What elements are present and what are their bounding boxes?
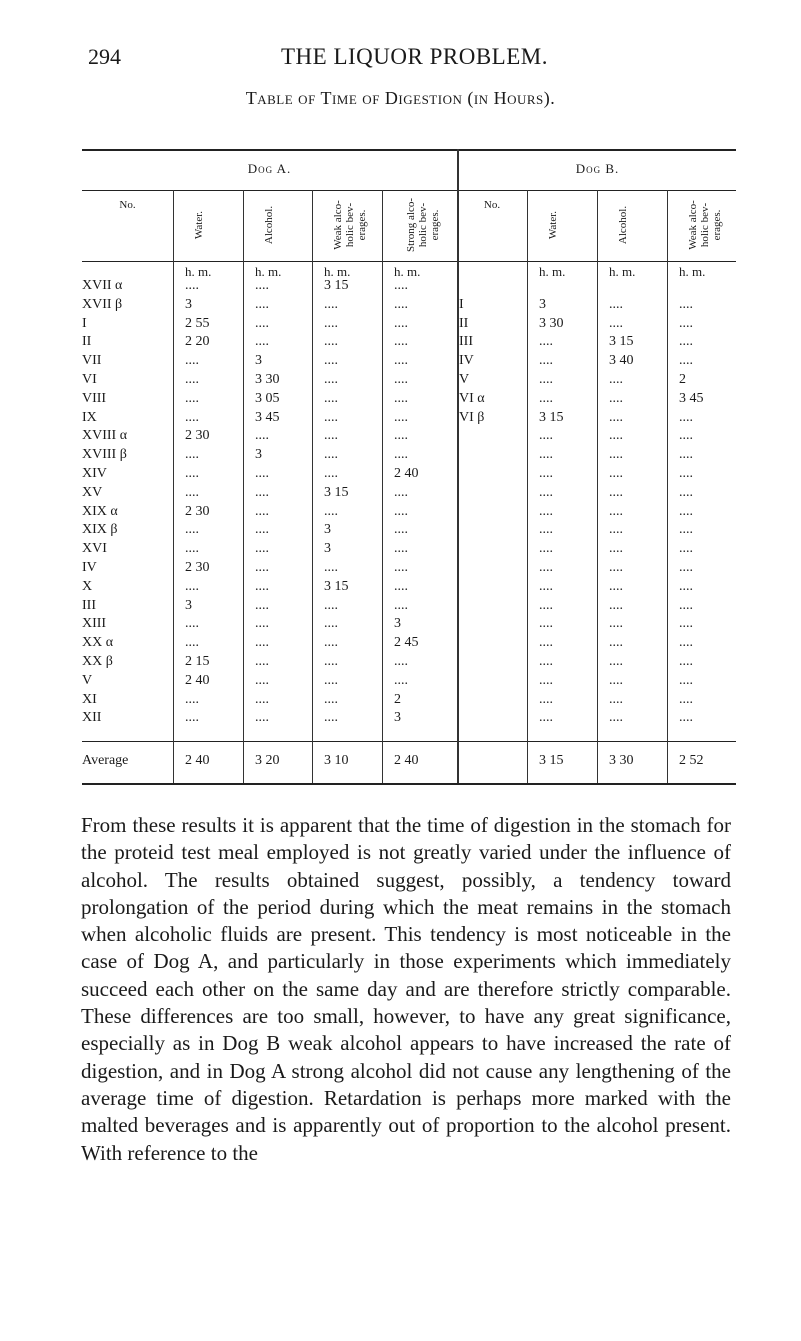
dog-b-average: 3 30 — [609, 753, 634, 768]
dog-a-cell: .... — [394, 597, 408, 613]
dog-b-cell: .... — [609, 710, 623, 726]
column-rule — [382, 190, 383, 783]
dog-a-cell: .... — [255, 616, 269, 632]
dog-a-cell: .... — [394, 503, 408, 519]
dog-a-cell: .... — [324, 597, 338, 613]
dog-b-cell: .... — [539, 503, 553, 519]
dog-a-cell: .... — [324, 654, 338, 669]
digestion-table — [82, 149, 736, 784]
dog-a-row-label: I — [82, 315, 87, 331]
dog-a-row-label: XVI — [82, 541, 107, 557]
dog-a-cell: 2 15 — [185, 654, 210, 669]
dog-b-row-label: III — [459, 334, 473, 350]
dog-a-row-label: XII — [82, 710, 102, 726]
dog-a-cell: .... — [324, 296, 338, 312]
dog-b-cell: .... — [609, 428, 623, 444]
dog-a-cell: .... — [185, 522, 199, 538]
page-number: 294 — [88, 44, 121, 69]
dog-a-cell: .... — [185, 578, 199, 594]
dog-a-cell: .... — [394, 334, 408, 350]
dog-b-cell: .... — [609, 635, 623, 651]
dog-b-cell: .... — [609, 560, 623, 575]
dog-a-row-label: XVIII β — [82, 447, 127, 463]
dog-b-average: 3 15 — [539, 753, 564, 768]
dog-a-cell: .... — [394, 296, 408, 312]
column-rule — [312, 190, 313, 783]
dog-a-row-label: IX — [82, 409, 97, 425]
group-divider-rule — [457, 149, 459, 783]
dog-a-header: Alcohol. — [262, 205, 275, 245]
dog-b-cell: .... — [679, 616, 693, 632]
dog-a-cell: .... — [255, 578, 269, 594]
dog-a-cell: .... — [185, 541, 199, 557]
dog-a-average: 3 20 — [255, 753, 280, 768]
dog-a-cell: .... — [185, 372, 199, 387]
dog-a-cell: .... — [255, 635, 269, 651]
unit-label: h. m. — [609, 264, 636, 279]
dog-a-cell: .... — [255, 484, 269, 500]
dog-a-cell: .... — [185, 466, 199, 481]
dog-a-row-label: XI — [82, 691, 97, 707]
column-rule — [173, 190, 174, 783]
dog-a-row-label: IV — [82, 560, 97, 575]
dog-b-cell: .... — [609, 296, 623, 312]
dog-b-header-no: No. — [483, 199, 501, 211]
dog-b-cell: .... — [679, 635, 693, 651]
dog-b-cell: .... — [609, 654, 623, 669]
dog-b-row-label: V — [459, 372, 470, 387]
unit-label: h. m. — [185, 264, 212, 279]
dog-b-cell: .... — [679, 672, 693, 688]
dog-b-cell: .... — [539, 710, 553, 726]
dog-a-cell: .... — [394, 428, 408, 444]
dog-a-row-label: VII — [82, 353, 102, 369]
dog-a-cell: .... — [185, 710, 199, 726]
dog-a-cell: .... — [255, 278, 269, 293]
dog-a-cell: 2 30 — [185, 503, 210, 519]
dog-a-cell: 3 15 — [324, 578, 349, 594]
dog-a-cell: .... — [255, 466, 269, 481]
dog-a-row-label: XIV — [82, 466, 107, 481]
dog-a-cell: 2 — [394, 691, 401, 707]
dog-a-cell: .... — [324, 635, 338, 651]
dog-b-cell: .... — [609, 466, 623, 481]
dog-a-row-label: VI — [82, 372, 97, 387]
dog-a-cell: .... — [394, 672, 408, 688]
dog-a-cell: 3 30 — [255, 372, 280, 387]
dog-a-cell: .... — [394, 578, 408, 594]
dog-b-cell: .... — [539, 522, 553, 538]
running-head — [88, 44, 741, 74]
dog-b-cell: .... — [679, 578, 693, 594]
unit-label: h. m. — [324, 264, 351, 279]
dog-a-cell: .... — [255, 334, 269, 350]
dog-b-cell: .... — [679, 597, 693, 613]
dog-b-cell: .... — [679, 409, 693, 425]
dog-a-cell: .... — [185, 409, 199, 425]
table-top-rule — [82, 149, 736, 151]
dog-a-cell: .... — [185, 447, 199, 463]
dog-a-cell: .... — [255, 560, 269, 575]
dog-a-header: Water. — [193, 210, 205, 240]
dog-a-average: 3 10 — [324, 753, 349, 768]
dog-a-row-label: V — [82, 672, 93, 688]
dog-b-row-label: IV — [459, 353, 474, 369]
dog-b-header: Water. — [547, 210, 559, 240]
dog-b-cell: .... — [679, 484, 693, 500]
body-paragraph: From these results it is apparent that the time of digestion in the stomach for the proteid test meal employed is not greatly varied under the influence of alcohol. The results obtained suggest, possibly, a tendency toward prolongation of the period during which the meat remains in the stomach when alcoholic fluids are present. This tendency is most noticeable in the case of Dog A, and particularly in those experiments which immediately succeed each other on the same day and are therefore strictly comparable. These differences are too small, however, to have any great significance, especially as in Dog B weak alcohol appears to have increased the rate of digestion, and in Dog A strong alcohol did not cause any lengthening of the average time of digestion. Retardation is perhaps more marked with the malted beverages and is apparently out of proportion to the alcohol present. With reference to the — [81, 813, 731, 1165]
dog-a-cell: 3 — [324, 541, 331, 557]
dog-a-cell: .... — [255, 503, 269, 519]
dog-a-cell: .... — [185, 635, 199, 651]
dog-a-row-label: XIX α — [82, 503, 118, 519]
dog-a-cell: .... — [394, 541, 408, 557]
dog-a-cell: .... — [185, 484, 199, 500]
dog-b-cell: .... — [539, 597, 553, 613]
dog-b-cell: .... — [539, 466, 553, 481]
dog-b-cell: .... — [609, 691, 623, 707]
dog-a-cell: 2 30 — [185, 428, 210, 444]
dog-b-header: Weak alco- holic bev- erages. — [686, 200, 723, 250]
dog-a-cell: .... — [324, 503, 338, 519]
dog-b-cell: .... — [609, 409, 623, 425]
dog-b-cell: .... — [539, 484, 553, 500]
dog-a-cell: .... — [324, 372, 338, 387]
dog-a-cell: 3 — [394, 710, 401, 726]
dog-b-cell: .... — [609, 541, 623, 557]
dog-b-row-label: VI β — [459, 409, 485, 425]
dog-b-cell: .... — [609, 672, 623, 688]
dog-a-cell: .... — [394, 522, 408, 538]
unit-label: h. m. — [255, 264, 282, 279]
dog-b-cell: .... — [609, 597, 623, 613]
dog-b-cell: .... — [679, 541, 693, 557]
dog-a-cell: .... — [255, 597, 269, 613]
dog-a-row-label: XIX β — [82, 522, 118, 538]
group-header-rule — [82, 190, 736, 191]
dog-a-cell: .... — [255, 691, 269, 707]
dog-a-cell: .... — [394, 447, 408, 463]
dog-a-cell: 3 — [185, 597, 192, 613]
column-rule — [597, 190, 598, 783]
dog-a-cell: .... — [394, 315, 408, 331]
group-header-dog-a: Dog A. — [247, 161, 292, 176]
unit-label: h. m. — [539, 264, 566, 279]
dog-a-cell: .... — [394, 278, 408, 293]
dog-b-cell: .... — [539, 691, 553, 707]
dog-b-average: 2 52 — [679, 753, 704, 768]
dog-b-cell: .... — [679, 353, 693, 369]
dog-b-cell: .... — [609, 315, 623, 331]
dog-a-row-label: III — [82, 597, 96, 613]
dog-a-cell: .... — [394, 372, 408, 387]
dog-a-cell: .... — [255, 428, 269, 444]
dog-b-cell: .... — [539, 672, 553, 688]
average-rule — [82, 741, 736, 742]
dog-a-average: 2 40 — [185, 753, 210, 768]
dog-b-cell: .... — [609, 616, 623, 632]
dog-b-row-label: I — [459, 296, 464, 312]
dog-a-cell: .... — [324, 353, 338, 369]
dog-b-cell: .... — [539, 353, 553, 369]
dog-a-cell: .... — [324, 691, 338, 707]
dog-a-cell: .... — [394, 390, 408, 406]
dog-b-row-label: VI α — [459, 390, 485, 406]
dog-b-cell: .... — [609, 522, 623, 538]
dog-b-cell: .... — [609, 372, 623, 387]
dog-b-cell: .... — [609, 503, 623, 519]
dog-b-cell: .... — [679, 428, 693, 444]
dog-a-cell: .... — [255, 672, 269, 688]
dog-a-row-label: XVII α — [82, 278, 123, 293]
dog-b-cell: .... — [539, 447, 553, 463]
dog-a-cell: 2 45 — [394, 635, 419, 651]
dog-a-cell: .... — [324, 428, 338, 444]
dog-a-cell: 3 15 — [324, 484, 349, 500]
dog-a-cell: 3 — [324, 522, 331, 538]
dog-b-cell: .... — [539, 372, 553, 387]
running-title: THE LIQUOR PROBLEM. — [281, 44, 548, 69]
dog-b-cell: .... — [539, 654, 553, 669]
dog-a-row-label: XX β — [82, 654, 113, 669]
dog-a-cell: .... — [324, 390, 338, 406]
dog-a-cell: 2 40 — [185, 672, 210, 688]
dog-a-average: 2 40 — [394, 753, 419, 768]
dog-a-header: Strong alco- holic bev- erages. — [404, 197, 441, 253]
dog-a-cell: .... — [255, 654, 269, 669]
dog-b-header: Alcohol. — [617, 205, 629, 245]
dog-a-cell: .... — [324, 560, 338, 575]
dog-a-cell: 3 — [255, 447, 262, 463]
dog-b-cell: .... — [609, 484, 623, 500]
dog-b-cell: .... — [539, 428, 553, 444]
dog-b-cell: .... — [679, 503, 693, 519]
dog-a-row-label: XVII β — [82, 296, 123, 312]
dog-a-row-label: II — [82, 334, 92, 350]
dog-b-cell: .... — [539, 635, 553, 651]
dog-a-cell: .... — [324, 672, 338, 688]
dog-a-cell: .... — [324, 334, 338, 350]
dog-b-cell: .... — [539, 541, 553, 557]
table-title: Table of Time of Digestion (in Hours). — [245, 88, 556, 108]
dog-a-row-label: XIII — [82, 616, 107, 632]
dog-b-cell: .... — [679, 466, 693, 481]
dog-b-cell: .... — [679, 522, 693, 538]
dog-b-cell: .... — [539, 560, 553, 575]
dog-b-cell: .... — [679, 296, 693, 312]
dog-a-cell: .... — [185, 278, 199, 293]
dog-a-cell: 3 — [185, 296, 192, 312]
dog-a-row-label: XVIII α — [82, 428, 128, 444]
dog-b-cell: .... — [609, 578, 623, 594]
dog-b-cell: .... — [679, 334, 693, 350]
dog-b-cell: .... — [679, 654, 693, 669]
dog-b-cell: 3 40 — [609, 353, 634, 369]
dog-a-cell: .... — [324, 466, 338, 481]
dog-b-cell: .... — [679, 447, 693, 463]
dog-b-cell: .... — [609, 390, 623, 406]
dog-b-cell: .... — [539, 578, 553, 594]
dog-b-cell: .... — [679, 691, 693, 707]
dog-a-row-label: XX α — [82, 635, 114, 651]
dog-a-cell: .... — [324, 616, 338, 632]
dog-a-cell: 2 40 — [394, 466, 419, 481]
dog-b-cell: .... — [679, 315, 693, 331]
dog-a-cell: .... — [394, 484, 408, 500]
dog-a-cell: .... — [324, 447, 338, 463]
column-rule — [527, 190, 528, 783]
dog-b-cell: .... — [679, 710, 693, 726]
dog-b-cell: 3 30 — [539, 315, 564, 331]
dog-a-cell: 3 15 — [324, 278, 349, 293]
dog-a-cell: .... — [255, 710, 269, 726]
dog-a-cell: .... — [185, 353, 199, 369]
dog-a-cell: .... — [255, 541, 269, 557]
dog-a-cell: 3 45 — [255, 409, 280, 425]
dog-b-cell: 3 — [539, 296, 546, 312]
dog-a-cell: 2 55 — [185, 315, 210, 331]
dog-a-cell: 3 — [394, 616, 401, 632]
dog-a-cell: 3 05 — [255, 390, 280, 406]
unit-label: h. m. — [394, 264, 421, 279]
dog-b-cell: 2 — [679, 372, 686, 387]
dog-a-cell: .... — [394, 353, 408, 369]
dog-a-cell: .... — [185, 390, 199, 406]
dog-a-cell: .... — [324, 710, 338, 726]
dog-b-cell: 3 15 — [539, 409, 564, 425]
dog-a-header: Weak alco- holic bev- erages. — [332, 200, 368, 250]
dog-a-cell: 3 — [255, 353, 262, 369]
dog-a-cell: .... — [255, 296, 269, 312]
dog-a-cell: 2 30 — [185, 560, 210, 575]
dog-a-cell: .... — [255, 315, 269, 331]
dog-a-cell: .... — [185, 616, 199, 632]
unit-label: h. m. — [679, 264, 706, 279]
dog-a-cell: .... — [255, 522, 269, 538]
dog-b-cell: .... — [679, 560, 693, 575]
average-label: Average — [82, 753, 129, 768]
dog-b-cell: 3 15 — [609, 334, 634, 350]
dog-b-cell: 3 45 — [679, 390, 704, 406]
dog-a-cell: .... — [324, 315, 338, 331]
dog-b-cell: .... — [539, 616, 553, 632]
dog-a-cell: .... — [394, 409, 408, 425]
dog-a-row-label: VIII — [82, 390, 107, 406]
column-header-rule — [82, 261, 736, 262]
dog-b-cell: .... — [539, 334, 553, 350]
dog-b-cell: .... — [539, 390, 553, 406]
table-bottom-rule — [82, 783, 736, 785]
dog-a-row-label: XV — [82, 484, 103, 500]
dog-b-row-label: II — [459, 315, 469, 331]
column-rule — [667, 190, 668, 783]
column-rule — [243, 190, 244, 783]
dog-a-cell: .... — [394, 560, 408, 575]
dog-a-header-no: No. — [119, 199, 136, 211]
dog-a-cell: 2 20 — [185, 334, 210, 350]
dog-a-cell: .... — [185, 691, 199, 707]
group-header-dog-b: Dog B. — [575, 161, 620, 176]
dog-a-row-label: X — [82, 578, 93, 594]
dog-a-cell: .... — [394, 654, 408, 669]
dog-a-cell: .... — [324, 409, 338, 425]
dog-b-cell: .... — [609, 447, 623, 463]
